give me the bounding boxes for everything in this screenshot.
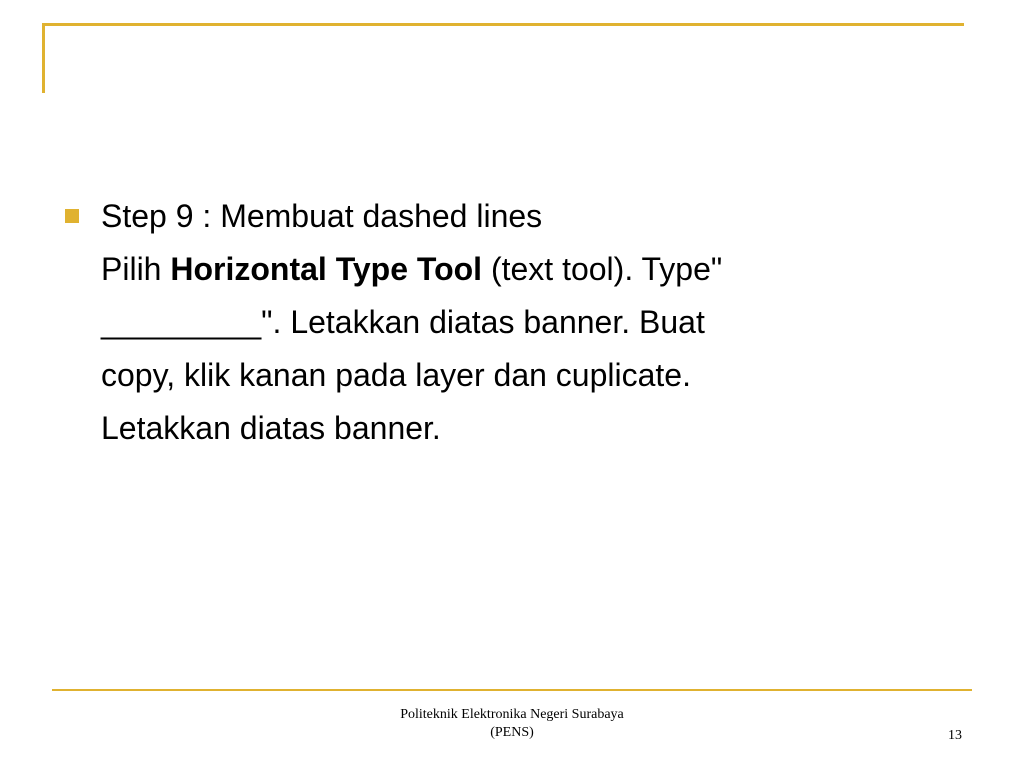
frame-left-rule [42, 23, 45, 93]
tool-name: Horizontal Type Tool [170, 251, 483, 287]
instruction-prefix: Pilih [101, 251, 171, 287]
footer-rule [52, 689, 972, 691]
footer-institution-line2: (PENS) [490, 725, 534, 740]
step-heading: Step 9 : Membuat dashed lines [101, 198, 543, 234]
instruction-line-5: Letakkan diatas banner. [101, 410, 441, 446]
instruction-line-2 [101, 243, 962, 296]
footer-institution [312, 706, 712, 742]
frame-top-rule [42, 23, 964, 26]
square-bullet-icon [65, 209, 79, 223]
instruction-line-3: _________". Letakkan diatas banner. Buat [101, 304, 705, 340]
bullet-text [101, 190, 962, 455]
slide-content [62, 190, 962, 455]
page-number: 13 [948, 728, 962, 743]
instruction-line-4: copy, klik kanan pada layer dan cuplicate. [101, 357, 691, 393]
instruction-suffix: (text tool). Type" [482, 251, 723, 287]
footer-institution-line1: Politeknik Elektronika Negeri Surabaya [400, 707, 624, 722]
